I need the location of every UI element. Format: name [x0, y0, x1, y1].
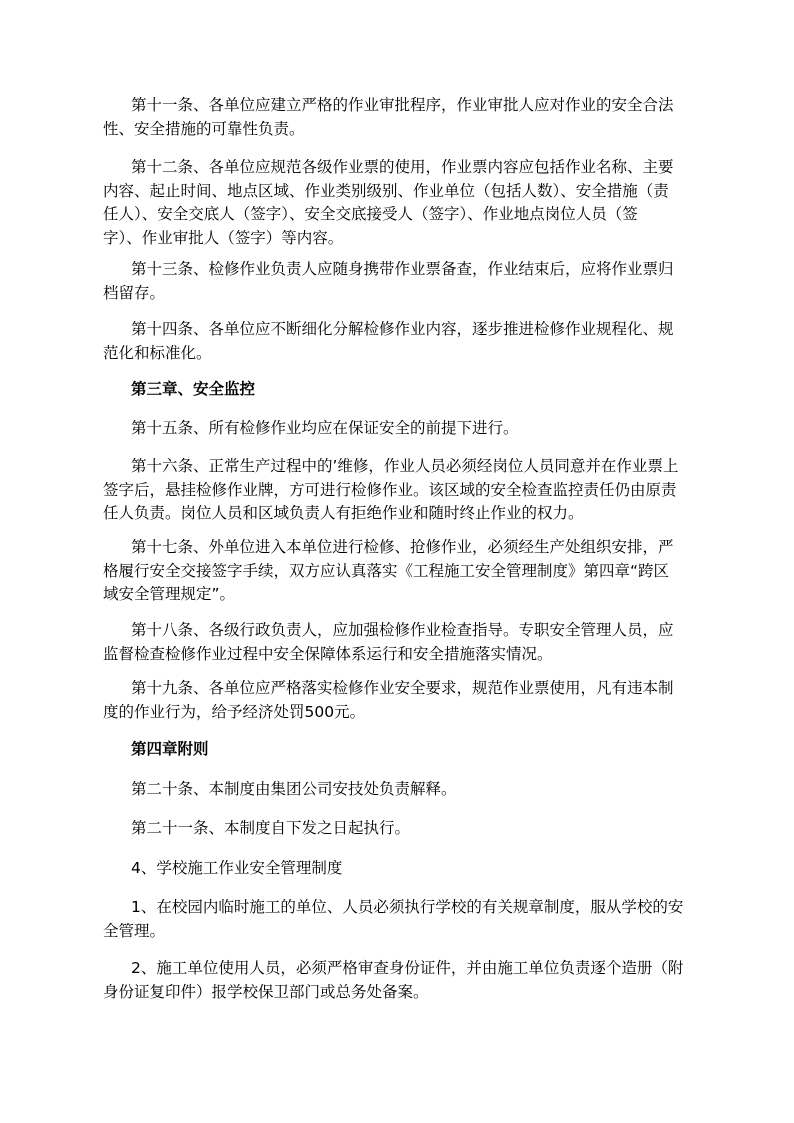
- article-20: [103, 778, 695, 802]
- text-line: 度的作业行为，给予经济处罚500元。: [103, 702, 366, 721]
- text-line: 全管理。: [103, 921, 166, 940]
- article-14: [103, 318, 695, 365]
- article-12: [103, 156, 695, 250]
- text-line: 第二十条、本制度由集团公司安技处负责解释。: [131, 780, 457, 798]
- text-line: 监督检查检修作业过程中安全保障体系运行和安全措施落实情况。: [103, 644, 553, 663]
- article-18: [103, 619, 695, 666]
- text-line: 域安全管理规定”。: [103, 585, 236, 603]
- text-line: 第十七条、外单位进入本单位进行检修、抢修作业，必须经生产处组织安排，严: [131, 538, 674, 556]
- article-11: [103, 94, 695, 141]
- text-line: 任人负责。岗位人员和区域负责人有拒绝作业和随时终止作业的权力。: [103, 504, 584, 522]
- text-line: 格履行安全交接签字手续，双方应认真落实《工程施工安全管理制度》第四章“跨区: [103, 561, 670, 580]
- rule-1: [103, 896, 695, 943]
- text-line: 字）、作业审批人（签字）等内容。: [103, 228, 344, 247]
- text-line: 第十三条、检修作业负责人应随身携带作业票备查，作业结束后，应将作业票归: [131, 260, 674, 278]
- article-16: [103, 455, 695, 526]
- text-line: 第十二条、各单位应规范各级作业票的使用，作业票内容应包括作业名称、主要: [131, 158, 674, 176]
- text-line: 第十六条、正常生产过程中的’维修，作业人员必须经岗位人员同意并在作业票上: [131, 457, 679, 475]
- article-15: [103, 417, 695, 441]
- chapter-4-heading: [103, 738, 695, 762]
- rule-2: [103, 957, 695, 1004]
- text-line: 性、安全措施的可靠性负责。: [103, 119, 305, 138]
- article-17: [103, 536, 695, 607]
- text-line: 第十四条、各单位应不断细化分解检修作业内容，逐步推进检修作业规程化、规: [131, 320, 674, 338]
- article-13: [103, 258, 695, 305]
- text-line: 第十八条、各级行政负责人，应加强检修作业检查指导。专职安全管理人员，应: [131, 621, 674, 639]
- article-21: [103, 817, 695, 841]
- article-19: [103, 677, 695, 724]
- text-line: 2、施工单位使用人员，必须严格审查身份证件，并由施工单位负责逐个造册（附: [131, 959, 684, 977]
- heading-text: 第四章附则: [131, 740, 209, 758]
- heading-text: 第三章、安全监控: [131, 380, 256, 398]
- text-line: 1、在校园内临时施工的单位、人员必须执行学校的有关规章制度，服从学校的安: [131, 898, 684, 916]
- chapter-3-heading: [103, 378, 695, 402]
- text-line: 档留存。: [103, 283, 166, 302]
- text-line: 4、学校施工作业安全管理制度: [131, 859, 343, 877]
- text-line: 第十九条、各单位应严格落实检修作业安全要求，规范作业票使用，凡有违本制: [131, 679, 674, 697]
- text-line: 身份证复印件）报学校保卫部门或总务处备案。: [103, 982, 429, 1001]
- text-line: 第二十一条、本制度自下发之日起执行。: [131, 819, 411, 837]
- text-line: 内容、起止时间、地点区域、作业类别级别、作业单位（包括人数）、安全措施（责: [103, 181, 669, 200]
- text-line: 签字后，悬挂检修作业牌，方可进行检修作业。该区域的安全检查监控责任仍由原责: [103, 480, 677, 499]
- text-line: 任人）、安全交底人（签字）、安全交底接受人（签字）、作业地点岗位人员（签: [103, 205, 638, 223]
- text-line: 第十五条、所有检修作业均应在保证安全的前提下进行。: [131, 419, 519, 437]
- section-4-title: [103, 857, 695, 881]
- text-line: 第十一条、各单位应建立严格的作业审批程序，作业审批人应对作业的安全合法: [131, 96, 674, 114]
- text-line: 范化和标准化。: [103, 343, 212, 362]
